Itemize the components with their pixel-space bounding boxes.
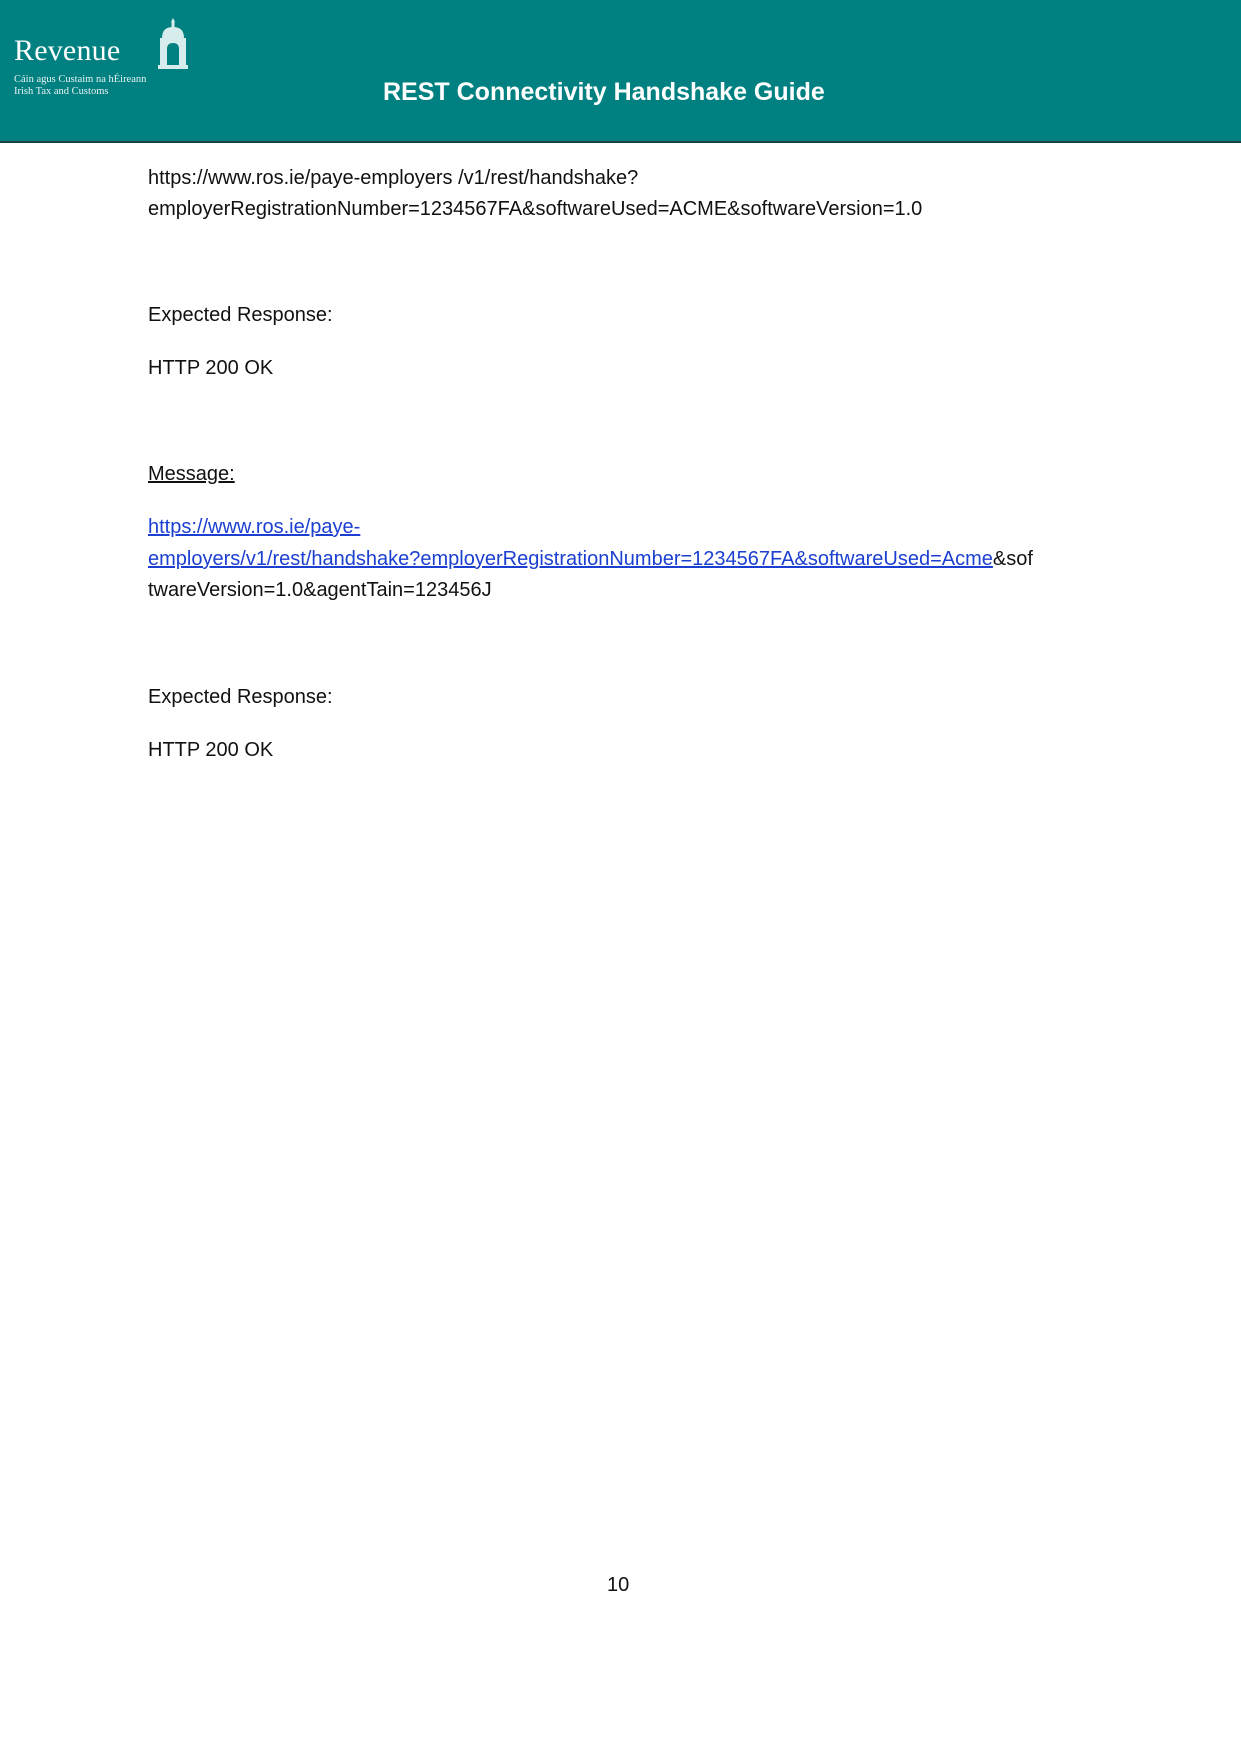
logo-subtitle-english: Irish Tax and Customs [14, 86, 109, 97]
message-url-link-part-1[interactable]: https://www.ros.ie/paye- [148, 516, 361, 538]
expected-response-label-2: Expected Response: [148, 686, 333, 708]
logo-wordmark: Revenue [14, 34, 121, 67]
revenue-logo [14, 16, 184, 106]
expected-response-value-2: HTTP 200 OK [148, 739, 274, 761]
message-url-line-3: twareVersion=1.0&agentTain=123456J [148, 579, 492, 601]
document-title: REST Connectivity Handshake Guide [383, 78, 825, 106]
logo-subtitle-irish: Cáin agus Custaim na hÉireann [14, 74, 147, 85]
url-example-line-1: https://www.ros.ie/paye-employers /v1/rest/handshake? [148, 167, 639, 189]
url-example-line-2: employerRegistrationNumber=1234567FA&softwareUsed=ACME&softwareVersion=1.0 [148, 198, 923, 220]
expected-response-label: Expected Response: [148, 304, 333, 326]
header-band [0, 0, 1241, 143]
building-emblem-icon [156, 16, 190, 70]
message-url-line-1 [148, 511, 360, 543]
message-url-tail: &sof [992, 548, 1033, 570]
message-url-line-2 [148, 543, 1033, 575]
page-number: 10 [607, 1574, 630, 1596]
message-label: Message: [148, 463, 235, 485]
message-url-link-part-2[interactable]: employers/v1/rest/handshake?employerRegistrationNumber=1234567FA&softwareUsed=Acme [148, 548, 993, 570]
expected-response-value: HTTP 200 OK [148, 357, 274, 379]
